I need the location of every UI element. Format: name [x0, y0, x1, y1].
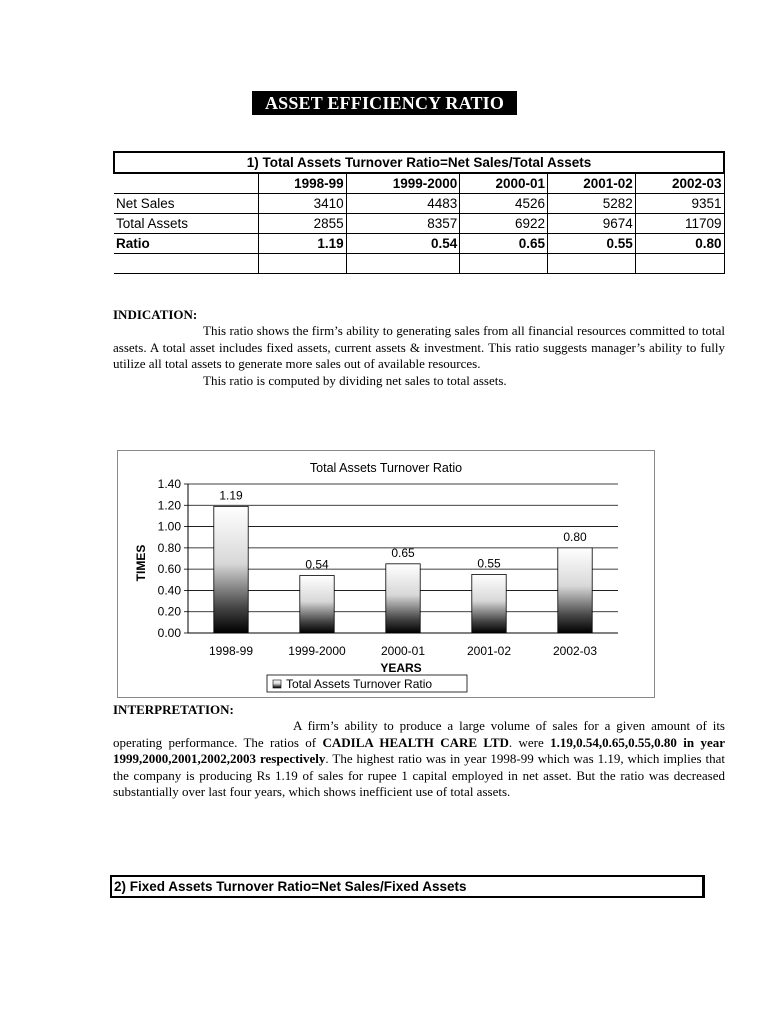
table-cell: 5282	[548, 194, 636, 214]
table-cell: 3410	[258, 194, 346, 214]
year-header: 2000-01	[460, 173, 548, 194]
table-caption: 1) Total Assets Turnover Ratio=Net Sales/Total Assets	[114, 152, 724, 173]
interpretation-lead: A firm’s ability to produce a large volume of sales for a given amount of its operating performance. The ratios of	[113, 718, 725, 750]
row-label: Ratio	[114, 234, 258, 254]
data-label: 0.55	[477, 556, 501, 571]
table-header-row	[114, 173, 724, 194]
indication-paragraph: This ratio is computed by dividing net sales to total assets.	[203, 372, 507, 388]
table-row-net-sales	[114, 194, 724, 214]
company-name: CADILA HEALTH CARE LTD	[322, 734, 509, 750]
indication-heading: INDICATION:	[113, 307, 198, 322]
table-cell	[460, 254, 548, 274]
interpretation-paragraph	[113, 718, 725, 801]
y-tick-label: 1.40	[157, 477, 181, 491]
table-cell: 11709	[635, 214, 724, 234]
bar	[300, 576, 334, 633]
chart-legend	[267, 675, 467, 692]
ratio-values: 1.19,0.54,0.65,0.55,0.80 in year 1999,2000,2001,2002,2003 respectively	[113, 734, 725, 766]
table-cell: 4526	[460, 194, 548, 214]
row-label: Total Assets	[114, 214, 258, 234]
table-cell: 8357	[346, 214, 460, 234]
total-assets-turnover-table	[113, 151, 725, 274]
bar	[386, 564, 420, 633]
chart-canvas	[118, 451, 654, 697]
table-cell	[258, 254, 346, 274]
table-cell: 1.19	[258, 234, 346, 254]
indication-text	[113, 323, 725, 389]
data-label: 0.54	[305, 557, 329, 572]
x-tick-label: 1999-2000	[288, 644, 346, 658]
table-cell: 9674	[548, 214, 636, 234]
table-cell: 0.55	[548, 234, 636, 254]
legend-label: Total Assets Turnover Ratio	[286, 677, 433, 691]
row-label: Net Sales	[114, 194, 258, 214]
table-cell: 0.65	[460, 234, 548, 254]
interpretation-mid: . were	[508, 734, 551, 750]
y-tick-label: 1.00	[157, 519, 181, 534]
turnover-chart	[117, 450, 655, 698]
chart-title: Total Assets Turnover Ratio	[309, 461, 463, 475]
x-tick-label: 2001-02	[466, 644, 512, 658]
table-cell	[548, 254, 636, 274]
table-cell: 0.80	[635, 234, 724, 254]
y-tick-label: 0.40	[157, 583, 181, 598]
y-tick-label: 0.20	[157, 604, 181, 619]
indication-paragraph: This ratio shows the firm’s ability to generating sales from all financial resources committed to total assets. A total asset includes fixed assets, current assets & investment. This ratio suggests manager’s ability to fully utilize all total assets to generate more sales out of available resources.	[113, 323, 725, 371]
x-tick-label: 2000-01	[380, 644, 426, 658]
year-header: 1999-2000	[346, 173, 460, 194]
table-cell	[635, 254, 724, 274]
table-cell: 4483	[346, 194, 460, 214]
header-blank-cell	[114, 173, 258, 194]
table-cell	[346, 254, 460, 274]
fixed-assets-turnover-caption: 2) Fixed Assets Turnover Ratio=Net Sales/Fixed Assets	[110, 875, 705, 898]
table-cell	[114, 254, 258, 274]
table-cell: 9351	[635, 194, 724, 214]
y-tick-label: 0.80	[157, 540, 181, 555]
bar	[472, 574, 506, 633]
y-tick-label: 0.00	[157, 626, 181, 640]
table-row-total-assets	[114, 214, 724, 234]
table-cell: 2855	[258, 214, 346, 234]
y-tick-label: 1.20	[157, 498, 181, 513]
data-label: 1.19	[219, 488, 243, 503]
interpretation-tail: . The highest ratio was in year 1998-99 which was 1.19, which implies that the company is producing Rs 1.19 of sales for rupee 1 capital employed in net asset. But the ratio was decreased substantially over last four years, which shows inefficient use of total assets.	[113, 751, 725, 799]
legend-swatch-icon	[273, 680, 281, 688]
data-label: 0.65	[391, 545, 415, 560]
x-tick-label: 2002-03	[552, 644, 598, 658]
interpretation-heading: INTERPRETATION:	[113, 702, 234, 717]
table-row-empty	[114, 254, 724, 274]
interpretation-text	[113, 718, 725, 801]
x-axis-label: YEARS	[380, 661, 422, 675]
y-axis-label: TIMES	[134, 544, 148, 582]
year-header: 1998-99	[258, 173, 346, 194]
page-title: ASSET EFFICIENCY RATIO	[252, 91, 517, 115]
table-cell: 6922	[460, 214, 548, 234]
bar	[214, 506, 248, 633]
data-label: 0.80	[563, 529, 587, 544]
table-cell: 0.54	[346, 234, 460, 254]
x-tick-label: 1998-99	[208, 644, 254, 658]
table-row-ratio	[114, 234, 724, 254]
year-header: 2002-03	[635, 173, 724, 194]
year-header: 2001-02	[548, 173, 636, 194]
y-tick-label: 0.60	[157, 562, 181, 577]
bar	[558, 548, 592, 633]
